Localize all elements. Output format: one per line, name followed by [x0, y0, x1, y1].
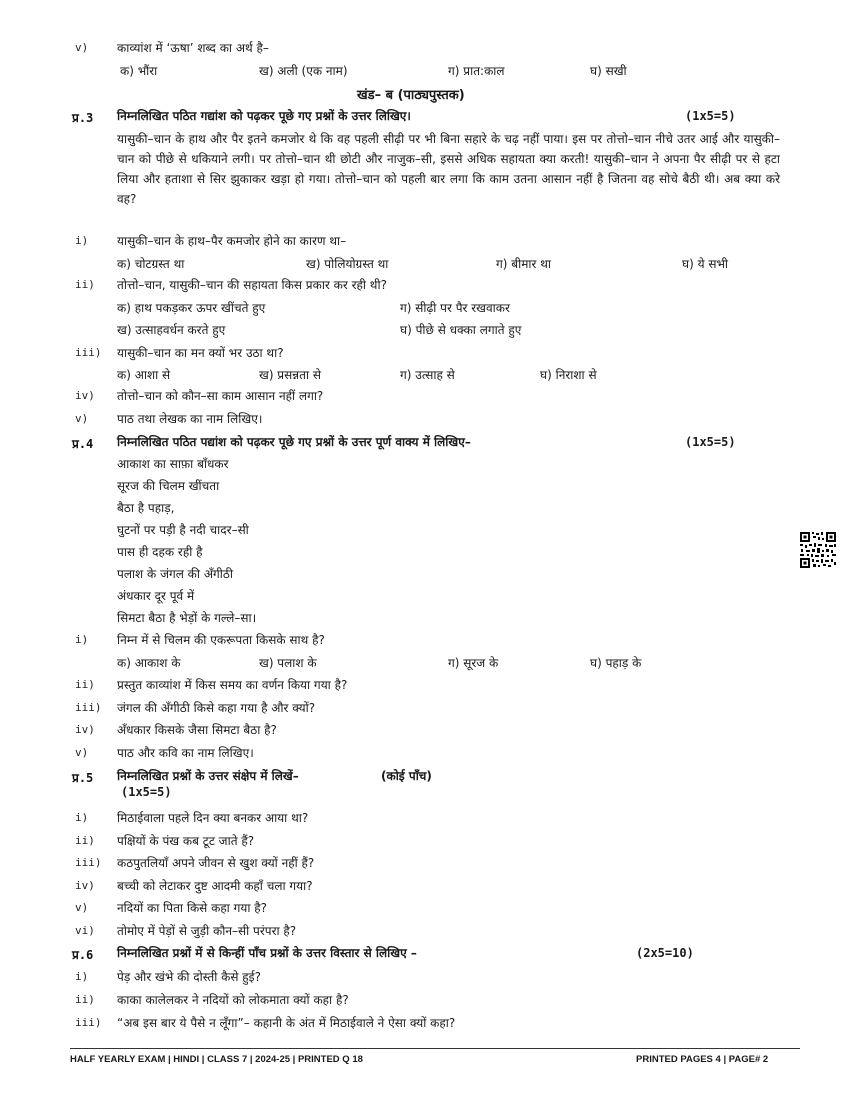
q5-v-number: v): [75, 901, 89, 914]
q4-iv-number: iv): [75, 723, 95, 736]
q3-i-option-d: घ) ये सभी: [682, 257, 729, 271]
q4-marks: (1x5=5): [685, 435, 736, 449]
q5-i-text: मिठाईवाला पहले दिन क्या बनकर आया था?: [117, 811, 309, 825]
q5-vi-text: तोमोए में पेड़ों से जुड़ी कौन–सी परंपरा है?: [117, 924, 297, 938]
q2v-option-b: ख) अली (एक नाम): [259, 64, 348, 78]
q3-iii-number: iii): [75, 346, 102, 359]
q2v-number: v): [75, 41, 89, 54]
q4-i-option-d: घ) पहाड़ के: [590, 656, 642, 670]
footer-left: HALF YEARLY EXAM | HINDI | CLASS 7 | 2024-25 | PRINTED Q 18: [70, 1054, 363, 1065]
q5-iv-number: iv): [75, 879, 95, 892]
q3-title: निम्नलिखित पठित गद्यांश को पढ़कर पूछे गए प्रश्नों के उत्तर लिखिए।: [117, 109, 411, 123]
q3-iii-option-a: क) आशा से: [117, 368, 171, 382]
q5-i-number: i): [75, 811, 89, 824]
q3-ii-option-b: ख) उत्साहवर्धन करते हुए: [117, 323, 226, 337]
q4-poem-line: आकाश का साफ़ा बाँधकर: [117, 457, 229, 471]
q2v-option-d: घ) सखी: [590, 64, 627, 78]
q4-poem-line: अंधकार दूर पूर्व में: [117, 589, 195, 603]
q4-title: निम्नलिखित पठित पद्यांश को पढ़कर पूछे गए प्रश्नों के उत्तर पूर्ण वाक्य में लिखिए–: [117, 435, 471, 449]
q4-poem-line: घुटनों पर पड़ी है नदी चादर–सी: [117, 523, 249, 537]
q3-ii-text: तोत्तो–चान, यासुकी–चान की सहायता किस प्रकार कर रही थी?: [117, 278, 387, 292]
q3-number: प्र.3: [72, 111, 94, 125]
q3-i-option-b: ख) पोलियोग्रस्त था: [306, 257, 389, 271]
q5-number: प्र.5: [72, 771, 94, 785]
q3-passage: यासुकी–चान के हाथ और पैर इतने कमजोर थे कि वह पहली सीढ़ी पर भी बिना सहारे के चढ़ नहीं पाया। इस पर तोत्तो–चान नीचे उतर आई और यासुकी–चान को पीछे से धकियाने लगी। पर तोत्तो–चान थी छोटी और नाजुक–सी, इससे अधिक सहायता क्या करती! यासुकी–चान ने अपना पैर सीढ़ी पर से हटा लिया और हताशा से सिर झुकाकर खड़ा हो गया। तोत्तो–चान को पहली बार लगा कि काम उतना आसान नहीं है जितना वह सोचे बैठी थी। अब क्या करे वह?: [117, 132, 780, 206]
q6-i-text: पेड़ और खंभे की दोस्ती कैसे हुई?: [117, 970, 261, 984]
q4-i-option-c: ग) सूरज के: [448, 656, 499, 670]
q4-poem-line: पास ही दहक रही है: [117, 545, 203, 559]
q5-ii-number: ii): [75, 834, 95, 847]
q3-v-text: पाठ तथा लेखक का नाम लिखिए।: [117, 412, 263, 426]
q3-ii-number: ii): [75, 278, 95, 291]
q6-ii-text: काका कालेलकर ने नदियों को लोकमाता क्यों कहा है?: [117, 993, 349, 1007]
q4-iii-number: iii): [75, 701, 102, 714]
qr-code-icon: [799, 531, 837, 569]
q4-iv-text: अँधकार किसके जैसा सिमटा बैठा है?: [117, 723, 277, 737]
q3-marks: (1x5=5): [685, 109, 736, 123]
q4-iii-text: जंगल की अँगीठी किसे कहा गया है और क्यों?: [117, 701, 316, 715]
q5-iii-text: कठपुतलियाँ अपने जीवन से खुश क्यों नहीं हैं?: [117, 856, 315, 870]
q3-iv-number: iv): [75, 389, 95, 402]
q6-number: प्र.6: [72, 948, 94, 962]
footer-divider: [70, 1048, 800, 1049]
q4-ii-text: प्रस्तुत काव्यांश में किस समय का वर्णन किया गया है?: [117, 678, 348, 692]
section-b-title: खंड– ब (पाठ्यपुस्तक): [357, 88, 465, 103]
q5-iii-number: iii): [75, 856, 102, 869]
q5-v-text: नदियों का पिता किसे कहा गया है?: [117, 901, 267, 915]
q3-iii-option-d: घ) निराशा से: [540, 368, 597, 382]
q2v-option-a: क) भौंरा: [120, 64, 158, 78]
q6-marks: (2x5=10): [636, 946, 694, 960]
q4-poem-line: पलाश के जंगल की अँगीठी: [117, 567, 233, 581]
q3-iv-text: तोत्तो–चान को कौन–सा काम आसान नहीं लगा?: [117, 389, 324, 403]
footer-right: PRINTED PAGES 4 | PAGE# 2: [636, 1054, 769, 1065]
q6-i-number: i): [75, 970, 89, 983]
q3-i-number: i): [75, 234, 89, 247]
q3-iii-text: यासुकी–चान का मन क्यों भर उठा था?: [117, 346, 284, 360]
q4-i-text: निम्न में से चिलम की एकरूपता किसके साथ है?: [117, 633, 325, 647]
q3-i-option-c: ग) बीमार था: [496, 257, 551, 271]
q5-choice: (कोई पाँच): [381, 769, 432, 783]
q4-number: प्र.4: [72, 437, 94, 451]
q5-iv-text: बच्ची को लेटाकर दुष्ट आदमी कहाँ चला गया?: [117, 879, 313, 893]
q4-poem-line: सिमटा बैठा है भेड़ों के गल्ले–सा।: [117, 611, 257, 625]
q3-ii-option-d: घ) पीछे से धक्का लगाते हुए: [400, 323, 522, 337]
q4-i-number: i): [75, 633, 89, 646]
q4-i-option-a: क) आकाश के: [117, 656, 181, 670]
q3-ii-option-c: ग) सीढ़ी पर पैर रखवाकर: [400, 301, 510, 315]
q6-ii-number: ii): [75, 993, 95, 1006]
q2v-text: काव्यांश में ‘ऊषा’ शब्द का अर्थ है–: [117, 41, 269, 55]
q4-v-text: पाठ और कवि का नाम लिखिए।: [117, 746, 254, 760]
q6-title: निम्नलिखित प्रश्नों में से किन्हीं पाँच प्रश्नों के उत्तर विस्तार से लिखिए –: [117, 946, 417, 960]
q6-iii-text: “अब इस बार ये पैसे न लूँगा”– कहानी के अंत में मिठाईवाले ने ऐसा क्यों कहा?: [117, 1016, 456, 1030]
q5-ii-text: पक्षियों के पंख कब टूट जाते हैं?: [117, 834, 255, 848]
q4-poem-line: सूरज की चिलम खींचता: [117, 479, 220, 493]
q5-vi-number: vi): [75, 924, 95, 937]
q2v-option-c: ग) प्रात:काल: [448, 64, 505, 78]
q4-ii-number: ii): [75, 678, 95, 691]
q5-marks: (1x5=5): [121, 785, 172, 799]
q5-title: निम्नलिखित प्रश्नों के उत्तर संक्षेप में लिखें–: [117, 769, 299, 783]
q4-i-option-b: ख) पलाश के: [259, 656, 317, 670]
q3-iii-option-b: ख) प्रसन्नता से: [259, 368, 321, 382]
q4-v-number: v): [75, 746, 89, 759]
q3-i-option-a: क) चोटग्रस्त था: [117, 257, 185, 271]
q3-iii-option-c: ग) उत्साह से: [400, 368, 455, 382]
q6-iii-number: iii): [75, 1016, 102, 1029]
q3-v-number: v): [75, 412, 89, 425]
q3-ii-option-a: क) हाथ पकड़कर ऊपर खींचते हुए: [117, 301, 266, 315]
q3-i-text: यासुकी–चान के हाथ–पैर कमजोर होने का कारण था–: [117, 234, 347, 248]
q4-poem-line: बैठा है पहाड़,: [117, 501, 175, 515]
